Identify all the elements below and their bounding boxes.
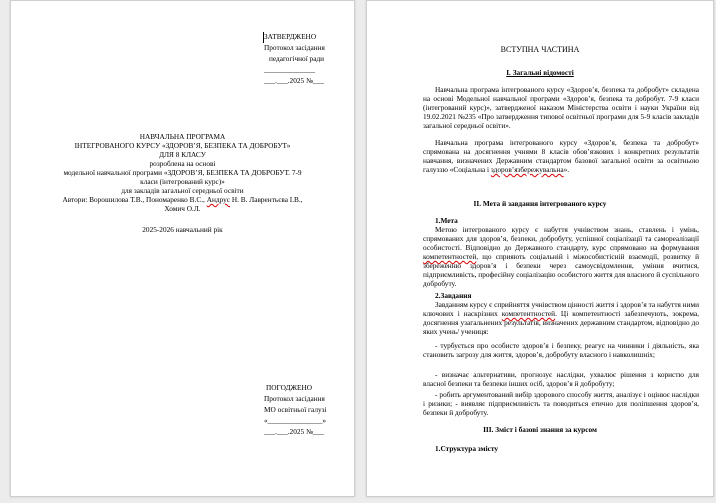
- section-3-title: ІІІ. Зміст і базові знання за курсом: [483, 425, 597, 434]
- task-bullet-1: - турбується про особисте здоров’я і безпеку, реагує на чинники і діяльність, яка становить загрозу для життя, здоров’я, добробуту власного і навколишніх;: [423, 341, 699, 359]
- program-classes: класи (інтегрований курс)»: [140, 177, 225, 186]
- program-basis: розроблена на основі: [149, 159, 216, 168]
- agreed-title: ПОГОДЖЕНО: [266, 383, 312, 392]
- agreed-line1: Протокол засідання: [264, 394, 325, 403]
- tasks-title: 2.Завдання: [435, 291, 472, 300]
- program-title-3: ДЛЯ 8 КЛАСУ: [159, 150, 206, 159]
- program-title-2: ІНТЕГРОВАНОГО КУРСУ «ЗДОРОВ’Я, БЕЗПЕКА ТА ДОБРОБУТ»: [74, 141, 291, 150]
- approve-date: ___.___.2025 №___: [264, 76, 324, 85]
- approve-line1: Протокол засідання: [264, 43, 325, 52]
- goal-paragraph: Метою інтегрованого курсу є набуття учнівством знань, ставлень і умінь, спрямованих для здоров’я, безпеки, добробуту, успішної соціалізації та самореалізації особистості. Відповідно до Державного стандарту, курс спрямовано на формування компетентностей, що сприяють соціальній і міжособистісній взаємодії, розвитку й збереженню здоров’я і безпеки через самоусвідомлення, уміння вчитися, підприємливість, професійну соціалізацію особистого життя для власного й суспільного добробуту.: [423, 225, 699, 288]
- approve-title: ЗАТВЕРДЖЕНО: [264, 32, 317, 41]
- document-page-1: [10, 0, 355, 497]
- section-1-paragraph-2: Навчальна програма інтегрованого курсу «Здоров’я, безпека та добробут» спрямована на досягнення учнями 8 класів обов’язкових і конкретних результатів навчання, визначених Державним стандартом базової загальної освіти за освітньою галуззю «Соціальна і здоров’язбережувальна».: [423, 138, 699, 174]
- program-title-1: НАВЧАЛЬНА ПРОГРАМА: [139, 132, 226, 141]
- agreed-blank: «_______________»: [264, 416, 327, 425]
- approve-blank: ______________: [264, 65, 316, 74]
- document-page-2: [366, 0, 714, 497]
- program-year: 2025-2026 навчальний рік: [142, 225, 223, 234]
- approve-line2: педагогічної ради: [269, 54, 325, 63]
- section-1-title: І. Загальні відомості: [506, 68, 574, 77]
- intro-heading: ВСТУПНА ЧАСТИНА: [500, 45, 580, 54]
- program-authors-cont: Хомич О.Л.: [164, 204, 201, 213]
- agreed-line2: МО освітньої галузі: [264, 405, 327, 414]
- section-1-paragraph-1: Навчальна програма інтегрованого курсу «Здоров’я, безпека та добробут» складена на основі Модельної навчальної програми «Здоров’я, безпека та добробут. 7-9 класи (інтегрований курс)», затвердженої наказом Міністерства освіти і науки України від 19.02.2021 №235 «Про затвердження типової освітньої програми для 5-9 класів закладів загальної середньої освіти».: [423, 85, 699, 130]
- program-model: модельної навчальної програми «ЗДОРОВ’Я, БЕЗПЕКА ТА ДОБРОБУТ. 7-9: [63, 168, 302, 177]
- task-bullet-2: - визначає альтернативи, прогнозує наслідки, ухвалює рішення з користю для власної безпеки та безпеки інших осіб, здоров’я й добробуту;: [423, 370, 699, 388]
- tasks-paragraph: Завданням курсу є сприйняття учнівством цінності життя і здоров’я та набуття ними ключових і наскрізних компетентностей. Ці компетентності забезпечують, зокрема, досягнення узагальнених результатів, визначених державним стандартом, відповідно до яких учень/ учениця:: [423, 300, 699, 336]
- program-authors: Автори: Ворошилова Т.В., Пономаренко В.С., Андрус Н. В. Лаврентьєва І.В.,: [62, 195, 303, 204]
- section-3-subtitle: 1.Структура змісту: [435, 444, 499, 453]
- program-schools: для закладів загальної середньої освіти: [121, 186, 244, 195]
- agreed-date: ___.___.2025 №___: [264, 427, 324, 436]
- section-2-title: ІІ. Мета й завдання інтегрованого курсу: [473, 199, 607, 208]
- task-bullet-3: - робить аргументований вибір здорового способу життя, аналізує і оцінює наслідки і ризики; - виявляє підприємливість та поводиться етично для поліпшення здоров’я, безпеки й добробуту.: [423, 390, 699, 417]
- goal-title: 1.Мета: [435, 216, 458, 225]
